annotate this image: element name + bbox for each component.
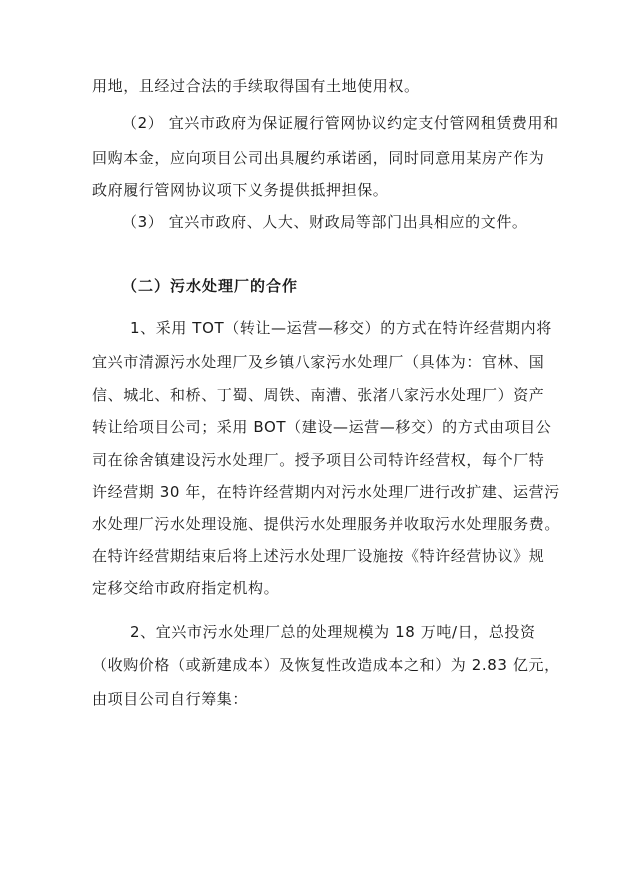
paragraph-line: 许经营期 30 年，在特许经营期内对污水处理厂进行改扩建、运营污 (92, 483, 560, 501)
paragraph-line: 2、宜兴市污水处理厂总的处理规模为 18 万吨/日，总投资 (130, 623, 536, 641)
paragraph-line: 司在徐舍镇建设污水处理厂。授予项目公司特许经营权，每个厂特 (92, 451, 545, 469)
paragraph-line: 1、采用 TOT（转让—运营—移交）的方式在特许经营期内将 (130, 319, 552, 337)
paragraph-line: 由项目公司自行筹集： (92, 690, 249, 708)
paragraph-line: 在特许经营期结束后将上述污水处理厂设施按《特许经营协议》规 (92, 547, 545, 565)
paragraph-line: 用地，且经过合法的手续取得国有土地使用权。 (92, 77, 420, 95)
paragraph-line: 政府履行管网协议项下义务提供抵押担保。 (92, 181, 389, 199)
paragraph-line: 宜兴市清源污水处理厂及乡镇八家污水处理厂（具体为：官林、国 (92, 353, 545, 371)
paragraph-line: 定移交给市政府指定机构。 (92, 579, 280, 597)
paragraph-line: 转让给项目公司；采用 BOT（建设—运营—移交）的方式由项目公 (92, 418, 552, 436)
paragraph-line: 信、城北、和桥、丁蜀、周铁、南漕、张渚八家污水处理厂）资产 (92, 386, 545, 404)
section-heading: （二）污水处理厂的合作 (122, 277, 299, 295)
paragraph-line: 水处理厂污水处理设施、提供污水处理服务并收取污水处理服务费。 (92, 515, 561, 533)
paragraph-line: （3） 宜兴市政府、人大、财政局等部门出具相应的文件。 (122, 213, 528, 231)
paragraph-line: （收购价格（或新建成本）及恢复性改造成本之和）为 2.83 亿元， (92, 656, 560, 674)
paragraph-line: 回购本金，应向项目公司出具履约承诺函，同时同意用某房产作为 (92, 149, 545, 167)
paragraph-line: （2） 宜兴市政府为保证履行管网协议约定支付管网租赁费用和 (122, 114, 559, 132)
